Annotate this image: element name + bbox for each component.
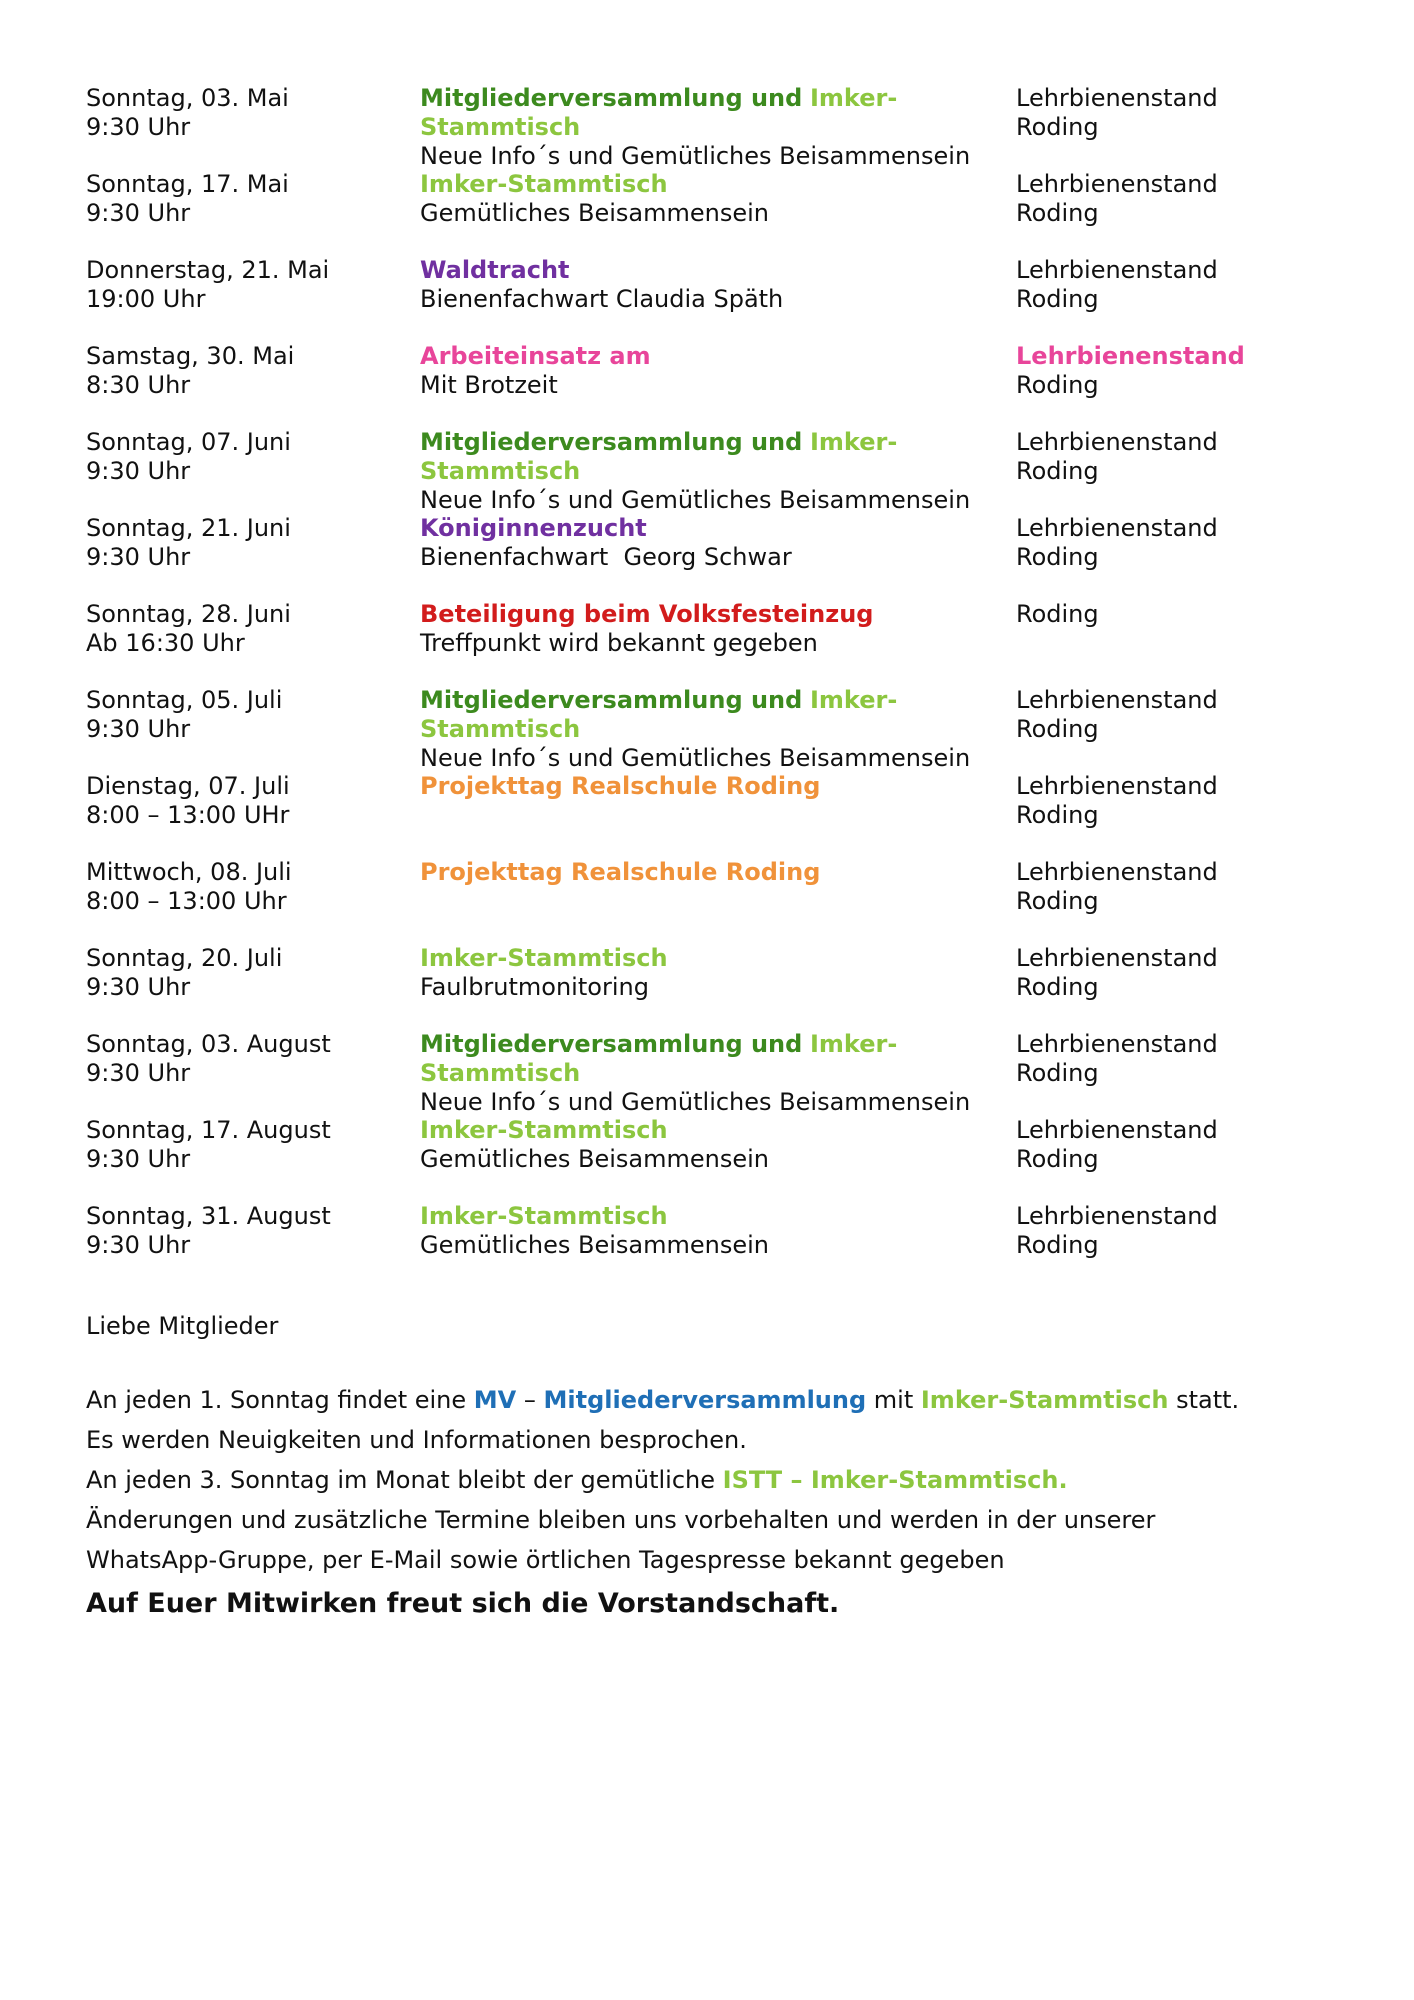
- event-title-stammtisch: Imker-Stammtisch: [420, 1030, 898, 1087]
- note-line-1: [86, 1380, 1346, 1420]
- closing-statement: Auf Euer Mitwirken freut sich die Vorstandschaft.: [86, 1588, 840, 1619]
- event-subtitle: Neue Info´s und Gemütliches Beisammensein: [420, 1088, 971, 1116]
- event-title: Projekttag Realschule Roding: [420, 858, 821, 886]
- event-date: Mittwoch, 08. Juli: [86, 858, 292, 886]
- event-time: 9:30 Uhr: [86, 1231, 191, 1259]
- event-title-stammtisch: Imker-Stammtisch: [420, 1202, 668, 1230]
- event-row: [86, 1116, 1346, 1202]
- event-row: [86, 1030, 1346, 1116]
- event-subtitle: Gemütliches Beisammensein: [420, 1231, 769, 1259]
- event-time: 19:00 Uhr: [86, 285, 206, 313]
- event-title: Mitgliederversammlung und: [420, 686, 803, 714]
- event-title: Beteiligung beim Volksfesteinzug: [420, 600, 874, 628]
- event-location: Lehrbienenstand: [1016, 772, 1218, 800]
- note-text: An jeden 1. Sonntag findet eine: [86, 1386, 474, 1414]
- event-location: Lehrbienenstand: [1016, 428, 1218, 456]
- event-subtitle: Neue Info´s und Gemütliches Beisammensein: [420, 744, 971, 772]
- event-location-city: Roding: [1016, 887, 1099, 915]
- event-title-stammtisch: Imker-Stammtisch: [420, 170, 668, 198]
- event-location-city: Roding: [1016, 1059, 1099, 1087]
- event-date: Sonntag, 31. August: [86, 1202, 331, 1230]
- event-location-city: Roding: [1016, 199, 1099, 227]
- greeting: Liebe Mitglieder: [86, 1312, 279, 1340]
- event-date: Sonntag, 05. Juli: [86, 686, 283, 714]
- event-row: [86, 600, 1346, 686]
- event-title: Mitgliederversammlung und: [420, 1030, 803, 1058]
- event-location-city: Roding: [1016, 1145, 1099, 1173]
- note-istt: ISTT – Imker-Stammtisch.: [722, 1466, 1068, 1494]
- event-date: Sonntag, 03. Mai: [86, 84, 289, 112]
- event-time: 8:30 Uhr: [86, 371, 191, 399]
- event-location-city: Roding: [1016, 543, 1099, 571]
- event-location-city: Roding: [1016, 801, 1099, 829]
- event-subtitle: Bienenfachwart Georg Schwar: [420, 543, 792, 571]
- event-location: Lehrbienenstand: [1016, 944, 1218, 972]
- event-time: 9:30 Uhr: [86, 715, 191, 743]
- note-mv: MV: [473, 1386, 517, 1414]
- event-date: Sonntag, 20. Juli: [86, 944, 283, 972]
- event-time: 9:30 Uhr: [86, 543, 191, 571]
- event-location: Lehrbienenstand: [1016, 1202, 1218, 1230]
- event-date: Samstag, 30. Mai: [86, 342, 295, 370]
- event-date: Donnerstag, 21. Mai: [86, 256, 330, 284]
- event-location: Lehrbienenstand: [1016, 256, 1218, 284]
- event-time: 8:00 – 13:00 Uhr: [86, 887, 287, 915]
- event-time: 9:30 Uhr: [86, 113, 191, 141]
- event-location-city: Roding: [1016, 973, 1099, 1001]
- event-location: Lehrbienenstand: [1016, 514, 1218, 542]
- note-mitgliederversammlung: Mitgliederversammlung: [543, 1386, 867, 1414]
- event-row: [86, 256, 1346, 342]
- note-text: –: [516, 1386, 544, 1414]
- event-location-city: Roding: [1016, 285, 1099, 313]
- event-title: Arbeiteinsatz am: [420, 342, 651, 370]
- event-title: Projekttag Realschule Roding: [420, 772, 821, 800]
- event-row: [86, 1202, 1346, 1288]
- event-location-city: Roding: [1016, 113, 1099, 141]
- event-row: [86, 944, 1346, 1030]
- event-location: Lehrbienenstand: [1016, 858, 1218, 886]
- event-row: [86, 772, 1346, 858]
- event-subtitle: Gemütliches Beisammensein: [420, 199, 769, 227]
- event-date: Sonntag, 21. Juni: [86, 514, 291, 542]
- event-subtitle: Neue Info´s und Gemütliches Beisammensein: [420, 142, 971, 170]
- event-location-city: Roding: [1016, 457, 1099, 485]
- event-date: Sonntag, 28. Juni: [86, 600, 291, 628]
- event-time: 8:00 – 13:00 UHr: [86, 801, 290, 829]
- event-date: Sonntag, 07. Juni: [86, 428, 291, 456]
- event-date: Sonntag, 03. August: [86, 1030, 331, 1058]
- event-schedule: [86, 84, 1346, 1288]
- note-text: statt.: [1168, 1386, 1240, 1414]
- event-time: 9:30 Uhr: [86, 973, 191, 1001]
- event-subtitle: Treffpunkt wird bekannt gegeben: [420, 629, 818, 657]
- event-location-city: Roding: [1016, 715, 1099, 743]
- event-date: Sonntag, 17. August: [86, 1116, 331, 1144]
- event-subtitle: Neue Info´s und Gemütliches Beisammensein: [420, 486, 971, 514]
- event-subtitle: Mit Brotzeit: [420, 371, 558, 399]
- event-time: 9:30 Uhr: [86, 1059, 191, 1087]
- note-text: mit: [866, 1386, 921, 1414]
- event-title-stammtisch: Imker-Stammtisch: [420, 1116, 668, 1144]
- event-row: [86, 428, 1346, 514]
- event-row: [86, 342, 1346, 428]
- event-time: 9:30 Uhr: [86, 199, 191, 227]
- event-time: 9:30 Uhr: [86, 457, 191, 485]
- event-time: Ab 16:30 Uhr: [86, 629, 245, 657]
- member-notes: [86, 1312, 1346, 1619]
- note-line-2: Es werden Neuigkeiten und Informationen besprochen.: [86, 1426, 747, 1454]
- event-location: Lehrbienenstand: [1016, 686, 1218, 714]
- event-title-stammtisch: Imker-Stammtisch: [420, 944, 668, 972]
- note-line-3: [86, 1460, 1346, 1500]
- event-location: Roding: [1016, 600, 1099, 628]
- note-line-4: Änderungen und zusätzliche Termine bleiben uns vorbehalten und werden in der unserer: [86, 1506, 1156, 1534]
- event-title: Waldtracht: [420, 256, 570, 284]
- event-title-stammtisch: Imker-Stammtisch: [420, 686, 898, 743]
- note-line-5: WhatsApp-Gruppe, per E-Mail sowie örtlichen Tagespresse bekannt gegeben: [86, 1546, 1005, 1574]
- note-text: An jeden 3. Sonntag im Monat bleibt der gemütliche: [86, 1466, 723, 1494]
- event-row: [86, 686, 1346, 772]
- event-date: Dienstag, 07. Juli: [86, 772, 290, 800]
- event-location: Lehrbienenstand: [1016, 1116, 1218, 1144]
- event-title-stammtisch: Imker-Stammtisch: [420, 428, 898, 485]
- event-title: Mitgliederversammlung und: [420, 84, 803, 112]
- event-title-stammtisch: Imker-Stammtisch: [420, 84, 898, 141]
- event-location-city: Roding: [1016, 1231, 1099, 1259]
- event-location-city: Roding: [1016, 371, 1099, 399]
- event-location: Lehrbienenstand: [1016, 1030, 1218, 1058]
- event-subtitle: Bienenfachwart Claudia Späth: [420, 285, 784, 313]
- event-subtitle: Gemütliches Beisammensein: [420, 1145, 769, 1173]
- event-row: [86, 514, 1346, 600]
- event-title: Mitgliederversammlung und: [420, 428, 803, 456]
- event-date: Sonntag, 17. Mai: [86, 170, 289, 198]
- event-location: Lehrbienenstand: [1016, 84, 1218, 112]
- note-stammtisch: Imker-Stammtisch: [920, 1386, 1169, 1414]
- event-title: Königinnenzucht: [420, 514, 647, 542]
- event-subtitle: Faulbrutmonitoring: [420, 973, 649, 1001]
- event-location: Lehrbienenstand: [1016, 170, 1218, 198]
- event-row: [86, 84, 1346, 170]
- event-row: [86, 858, 1346, 944]
- event-location: Lehrbienenstand: [1016, 342, 1245, 370]
- event-row: [86, 170, 1346, 256]
- event-time: 9:30 Uhr: [86, 1145, 191, 1173]
